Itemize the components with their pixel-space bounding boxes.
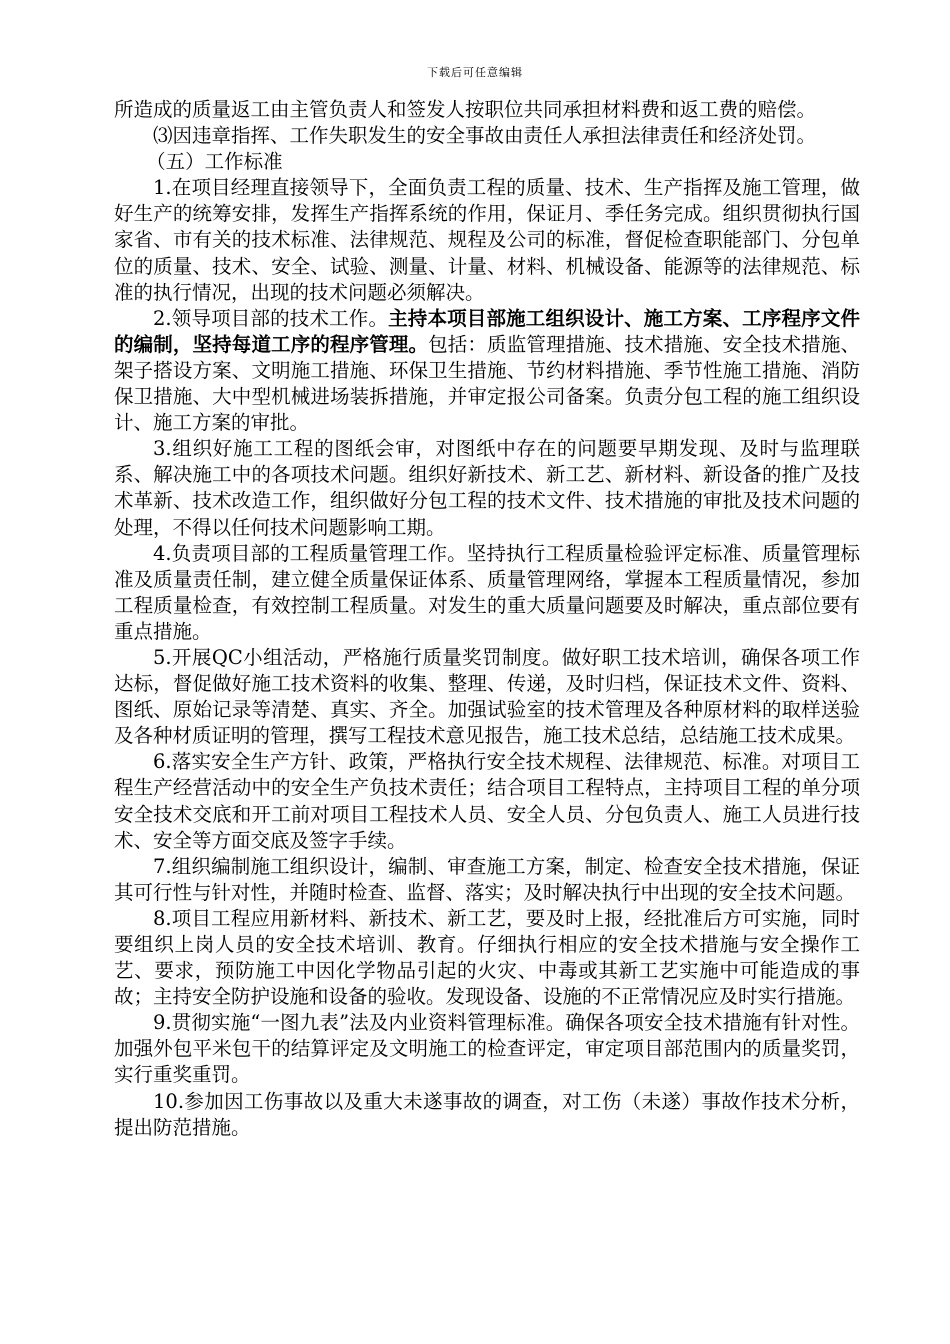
paragraph-standard-2-emphasis: 主持本项目部施工组织设计、施工方案、工序程序文件的编制，坚持每道工序的程序管理。 [114,306,860,356]
paragraph-standard-10: 10.参加因工伤事故以及重大未遂事故的调查，对工伤（未遂）事故作技术分析，提出防范措施。 [114,1089,860,1139]
paragraph-standard-1: 1.在项目经理直接领导下，全面负责工程的质量、技术、生产指挥及施工管理，做好生产的统筹安排，发挥生产指挥系统的作用，保证月、季任务完成。组织贯彻执行国家省、市有关的技术标准、法律规范、规程及公司的标准，督促检查职能部门、分包单位的质量、技术、安全、试验、测量、计量、材料、机械设备、能源等的法律规范、标准的执行情况，出现的技术问题必须解决。 [114,176,860,304]
paragraph-standard-4: 4.负责项目部的工程质量管理工作。坚持执行工程质量检验评定标准、质量管理标准及质量责任制，建立健全质量保证体系、质量管理网络，掌握本工程质量情况，参加工程质量检查，有效控制工程质量。对发生的重大质量问题要及时解决，重点部位要有重点措施。 [114,541,860,643]
paragraph-standard-2-lead: 2.领导项目部的技术工作。 [153,306,389,330]
section-heading-work-standards: （五）工作标准 [146,150,283,174]
paragraph-standard-9: 9.贯彻实施“一图九表”法及内业资料管理标准。确保各项安全技术措施有针对性。加强外包平米包干的结算评定及文明施工的检查评定，审定项目部范围内的质量奖罚，实行重奖重罚。 [114,1011,860,1087]
paragraph-item-3: ⑶因违章指挥、工作失职发生的安全事故由责任人承担法律责任和经济处罚。 [153,124,817,148]
paragraph-standard-8: 8.项目工程应用新材料、新技术、新工艺，要及时上报，经批准后方可实施，同时要组织上岗人员的安全技术培训、教育。仔细执行相应的安全技术措施与安全操作工艺、要求，预防施工中因化学物品引起的火灾、中毒或其新工艺实施中可能造成的事故；主持安全防护设施和设备的验收。发现设备、设施的不正常情况应及时实行措施。 [114,906,860,1009]
paragraph-standard-7: 7.组织编制施工组织设计，编制、审查施工方案，制定、检查安全技术措施，保证其可行性与针对性，并随时检查、监督、落实；及时解决执行中出现的安全技术问题。 [114,854,860,904]
paragraph-continuation: 所造成的质量返工由主管负责人和签发人按职位共同承担材料费和返工费的赔偿。 [114,98,817,121]
paragraph-standard-2-rest: 包括：质监管理措施、技术措施、安全技术措施、架子搭设方案、文明施工措施、环保卫生措施、节约材料措施、季节性施工措施、消防保卫措施、大中型机械进场装拆措施，并审定报公司备案。负责分包工程的施工组织设计、施工方案的审批。 [114,332,860,435]
paragraph-standard-5: 5.开展QC小组活动，严格施行质量奖罚制度。做好职工技术培训，确保各项工作达标，督促做好施工技术资料的收集、整理、传递，及时归档，保证技术文件、资料、图纸、原始记录等清楚、真实、齐全。加强试验室的技术管理及各种原材料的取样送验及各种材质证明的管理，撰写工程技术意见报告，施工技术总结，总结施工技术成果。 [114,645,860,748]
document-body [114,97,860,1141]
page-header-note: 下载后可任意编辑 [427,66,523,79]
paragraph-standard-6: 6.落实安全生产方针、政策，严格执行安全技术规程、法律规范、标准。对项目工程生产经营活动中的安全生产负技术责任；结合项目工程特点，主持项目工程的单分项安全技术交底和开工前对项目工程技术人员、安全人员、分包负责人、施工人员进行技术、安全等方面交底及签字手续。 [114,750,860,852]
paragraph-standard-2 [114,306,860,436]
paragraph-standard-3: 3.组织好施工工程的图纸会审，对图纸中存在的问题要早期发现、及时与监理联系、解决施工中的各项技术问题。组织好新技术、新工艺、新材料、新设备的推广及技术革新、技术改造工作，组织做好分包工程的技术文件、技术措施的审批及技术问题的处理，不得以任何技术问题影响工期。 [114,437,860,539]
